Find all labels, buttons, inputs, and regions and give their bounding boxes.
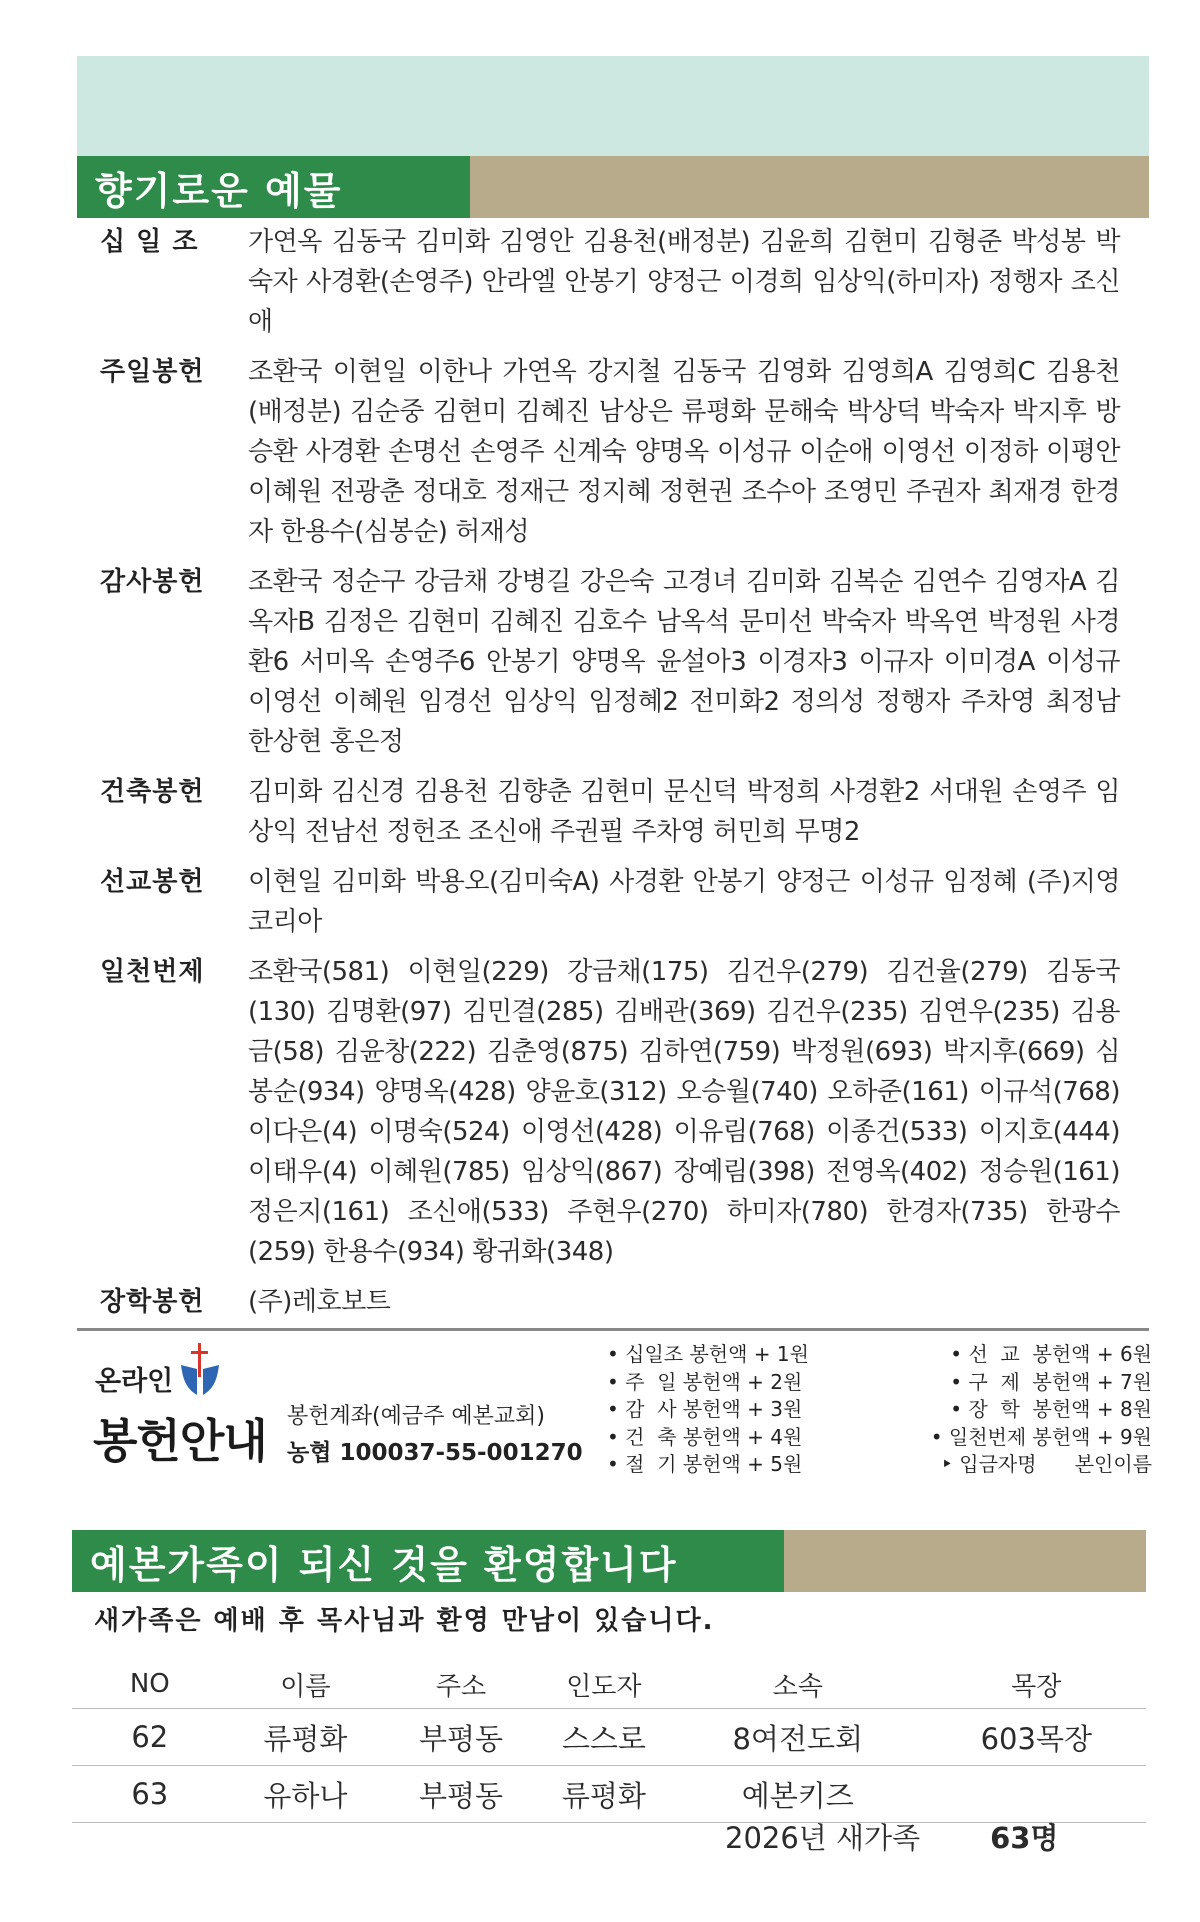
offering-row-thousand <box>100 952 1120 1272</box>
offering-category: 장학봉헌 <box>100 1287 205 1317</box>
code-left: • 절 기 봉헌액 + 5원 <box>607 1452 803 1476</box>
bank-account-info <box>287 1399 583 1471</box>
offering-row-tithe <box>100 222 1120 342</box>
col-cell-group: 목장 <box>927 1660 1146 1709</box>
col-no: NO <box>72 1660 228 1709</box>
offering-row-mission <box>100 862 1120 942</box>
code-right: ‣ 입금자명 본인이름 <box>941 1452 1152 1476</box>
cell-no: 62 <box>72 1709 228 1766</box>
cell-address: 부평동 <box>383 1709 539 1766</box>
offering-names: 김미화 김신경 김용천 김향춘 김현미 문신덕 박정희 사경환2 서대원 손영주 임상익 전남선 정헌조 조신애 주권필 주차영 허민희 무명2 <box>248 777 1120 847</box>
offering-names: (주)레호보트 <box>248 1287 391 1317</box>
total-label: 2026년 새가족 <box>725 1821 921 1855</box>
header-tan-bar <box>470 156 1149 218</box>
cell-department: 예본키즈 <box>669 1766 927 1823</box>
offering-row-thanks <box>100 562 1120 762</box>
offering-names: 조환국(581) 이현일(229) 강금채(175) 김건우(279) 김건율(279) 김동국(130) 김명환(97) 김민결(285) 김배관(369) 김건우(235) 김연우(235) 김용금(58) 김윤창(222) 김춘영(875) 김하연(759) 박정원(693) 박지후(669) 심봉순(934) 양명옥(428) 양윤호(312) 오승월(740) 오하준(161) 이규석(768) 이다은(4) 이명숙(524) 이영선(428) 이유림(768) 이종건(533) 이지호(444) 이태우(4) 이혜원(785) 임상익(867) 장예림(398) 전영옥(402) 정승원(161) 정은지(161) 조신애(533) 주현우(270) 하미자(780) 한경자(735) 한광수(259) 한용수(934) 황귀화(348) <box>248 957 1120 1267</box>
offering-category: 선교봉헌 <box>100 867 205 897</box>
online-offering-box <box>77 1328 1152 1479</box>
cell-department: 8여전도회 <box>669 1709 927 1766</box>
offering-names: 이현일 김미화 박용오(김미숙A) 사경환 안봉기 양정근 이성규 임정혜 (주)지영코리아 <box>248 867 1120 937</box>
welcome-title: 예본가족이 되신 것을 환영합니다 <box>72 1530 784 1592</box>
new-family-total <box>725 1816 1058 1857</box>
cell-name: 류평화 <box>228 1709 384 1766</box>
account-number: 농협 100037-55-001270 <box>287 1440 583 1466</box>
code-right: • 선 교 봉헌액 + 6원 <box>950 1342 1152 1366</box>
welcome-subtitle: 새가족은 예배 후 목사님과 환영 만남이 있습니다. <box>94 1606 715 1636</box>
offering-row-scholarship <box>100 1282 1120 1322</box>
code-right: • 일천번제 봉헌액 + 9원 <box>930 1424 1152 1449</box>
offering-names: 가연옥 김동국 김미화 김영안 김용천(배정분) 김윤희 김현미 김형준 박성봉 박숙자 사경환(손영주) 안라엘 안봉기 양정근 이경희 임상익(하미자) 정행자 조신애 <box>248 227 1120 337</box>
code-left: • 감 사 봉헌액 + 3원 <box>607 1397 803 1421</box>
offerings-list <box>100 222 1120 1332</box>
code-left: • 십일조 봉헌액 + 1원 <box>607 1342 809 1366</box>
cell-no: 63 <box>72 1766 228 1823</box>
code-right: • 장 학 봉헌액 + 8원 <box>950 1397 1152 1421</box>
code-row <box>607 1451 1152 1479</box>
offering-names: 조환국 정순구 강금채 강병길 강은숙 고경녀 김미화 김복순 김연수 김영자A 김옥자B 김정은 김현미 김혜진 김호수 남옥석 문미선 박숙자 박옥연 박정원 사경환6 서미옥 손영주6 안봉기 양명옥 윤설아3 이경자3 이규자 이미경A 이성규 이영선 이혜원 임경선 임상익 임정혜2 전미화2 정의성 정행자 주차영 최정남 한상현 홍은정 <box>248 567 1120 757</box>
account-holder: 봉헌계좌(예금주 예본교회) <box>287 1404 545 1429</box>
offering-names: 조환국 이현일 이한나 가연옥 강지철 김동국 김영화 김영희A 김영희C 김용천(배정분) 김순중 김현미 김혜진 남상은 류평화 문해숙 박상덕 박숙자 박지후 방승환 사경환 손명선 손영주 신계숙 양명옥 이성규 이순애 이영선 이정하 이평안 이혜원 전광춘 정대호 정재근 정지혜 정현권 조수아 조영민 주권자 최재경 한경자 한용수(심봉순) 허재성 <box>248 357 1120 547</box>
code-row <box>607 1424 1152 1452</box>
table-row <box>72 1766 1146 1823</box>
code-left: • 주 일 봉헌액 + 2원 <box>607 1369 803 1394</box>
offering-row-building <box>100 772 1120 852</box>
cell-name: 유하나 <box>228 1766 384 1823</box>
top-decorative-band <box>77 56 1149 156</box>
table-row <box>72 1709 1146 1766</box>
offerings-header <box>77 156 1149 218</box>
cell-guide: 류평화 <box>539 1766 669 1823</box>
offering-row-sunday <box>100 352 1120 552</box>
code-row <box>607 1341 1152 1369</box>
offering-category: 감사봉헌 <box>100 567 205 597</box>
church-cross-icon <box>177 1343 223 1399</box>
offering-category: 십 일 조 <box>100 227 199 257</box>
code-row <box>607 1369 1152 1397</box>
code-right: • 구 제 봉헌액 + 7원 <box>950 1369 1152 1394</box>
offering-category: 일천번제 <box>100 957 205 987</box>
table-header-row <box>72 1660 1146 1709</box>
total-count: 63명 <box>990 1821 1059 1855</box>
cell-guide: 스스로 <box>539 1709 669 1766</box>
offering-code-list <box>607 1341 1152 1479</box>
offerings-title: 향기로운 예물 <box>77 156 470 218</box>
col-department: 소속 <box>669 1660 927 1709</box>
online-title: 봉헌안내 <box>93 1414 267 1468</box>
cell-cell-group: 603목장 <box>927 1709 1146 1766</box>
new-family-table <box>72 1660 1146 1823</box>
cell-cell-group <box>927 1766 1146 1823</box>
offering-category: 건축봉헌 <box>100 777 205 807</box>
col-name: 이름 <box>228 1660 384 1709</box>
code-row <box>607 1396 1152 1424</box>
offering-category: 주일봉헌 <box>100 357 205 387</box>
welcome-header <box>72 1530 1146 1592</box>
col-guide: 인도자 <box>539 1660 669 1709</box>
header-tan-bar <box>784 1530 1146 1592</box>
col-address: 주소 <box>383 1660 539 1709</box>
online-label: 온라인 <box>95 1366 174 1397</box>
code-left: • 건 축 봉헌액 + 4원 <box>607 1424 803 1449</box>
cell-address: 부평동 <box>383 1766 539 1823</box>
